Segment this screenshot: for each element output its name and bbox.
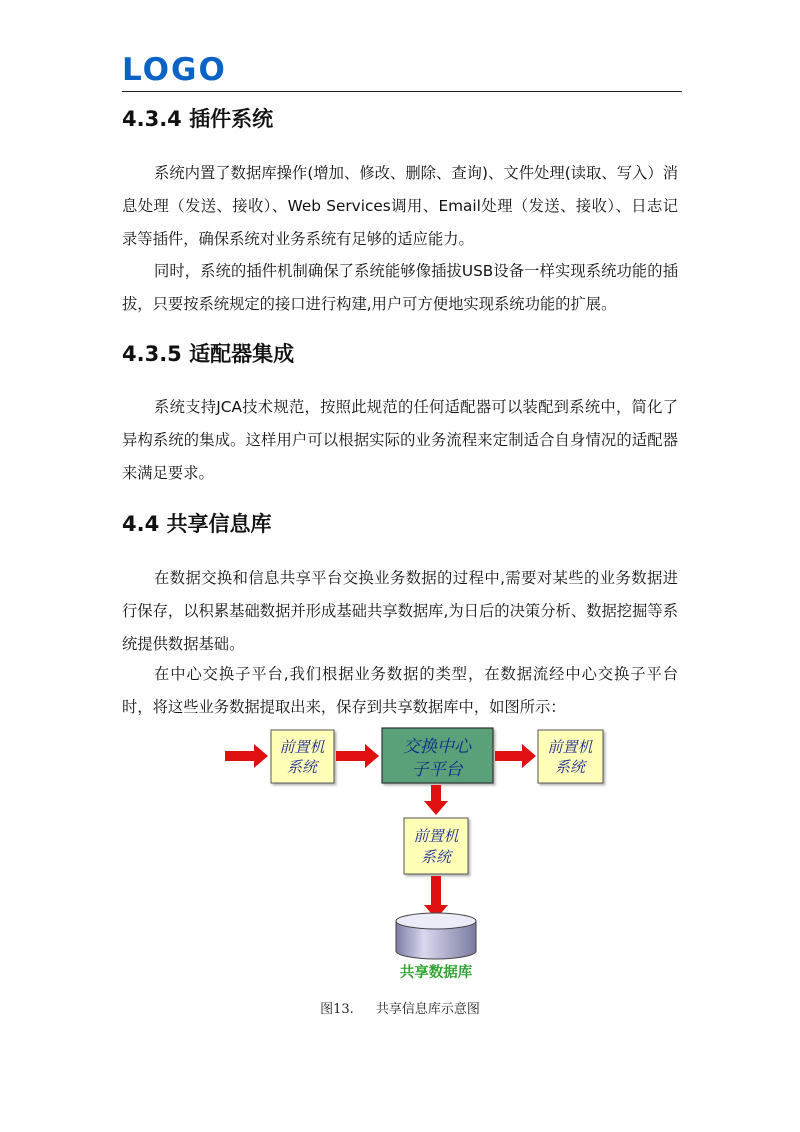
exchange-center-box bbox=[382, 728, 493, 783]
svg-text:前置机: 前置机 bbox=[547, 738, 593, 756]
incoming-arrow bbox=[225, 744, 268, 768]
paragraph: 同时，系统的插件机制确保了系统能够像插拔USB设备一样实现系统功能的插拔，只要按系统规定的接口进行构建,用户可方便地实现系统功能的扩展。 bbox=[122, 262, 678, 313]
arrow-down-to-frontend bbox=[424, 785, 448, 815]
paragraph: 系统内置了数据库操作(增加、修改、删除、查询)、文件处理(读取、写入）消息处理（发送、接收）、Web Services调用、Email处理（发送、接收）、日志记录等插件，确保系统对业务系统有足够的适应能力。 bbox=[122, 164, 678, 248]
paragraph: 在数据交换和信息共享平台交换业务数据的过程中,需要对某些的业务数据进行保存，以积累基础数据并形成基础共享数据库,为日后的决策分析、数据挖掘等系统提供数据基础。 bbox=[122, 569, 678, 653]
bottom-frontend-box bbox=[404, 818, 468, 874]
svg-text:前置机: 前置机 bbox=[413, 827, 459, 845]
arrow-to-right bbox=[495, 744, 536, 768]
logo: LOGO bbox=[122, 52, 227, 88]
paragraph: 系统支持JCA技术规范，按照此规范的任何适配器可以装配到系统中，简化了异构系统的集成。这样用户可以根据实际的业务流程来定制适合自身情况的适配器来满足要求。 bbox=[122, 398, 678, 482]
svg-text:交换中心: 交换中心 bbox=[403, 737, 471, 757]
database-icon bbox=[396, 913, 476, 959]
svg-text:子平台: 子平台 bbox=[411, 760, 463, 780]
right-frontend-box bbox=[538, 730, 603, 783]
paragraph: 在中心交换子平台,我们根据业务数据的类型，在数据流经中心交换子平台时，将这些业务数据提取出来，保存到共享数据库中，如图所示： bbox=[122, 665, 678, 716]
figure-caption bbox=[0, 998, 800, 1017]
section-heading: 4.4 共享信息库 bbox=[122, 512, 272, 536]
left-frontend-box bbox=[271, 730, 334, 783]
svg-text:系统: 系统 bbox=[286, 758, 318, 776]
database-label: 共享数据库 bbox=[399, 965, 473, 981]
section-heading: 4.3.4 插件系统 bbox=[122, 107, 274, 131]
arrow-to-center bbox=[336, 744, 379, 768]
svg-text:系统: 系统 bbox=[554, 758, 586, 776]
svg-text:系统: 系统 bbox=[420, 848, 452, 866]
caption-number: 图13. bbox=[320, 1002, 354, 1017]
caption-text: 共享信息库示意图 bbox=[375, 1002, 480, 1017]
section-heading: 4.3.5 适配器集成 bbox=[122, 342, 295, 366]
svg-text:前置机: 前置机 bbox=[279, 738, 325, 756]
